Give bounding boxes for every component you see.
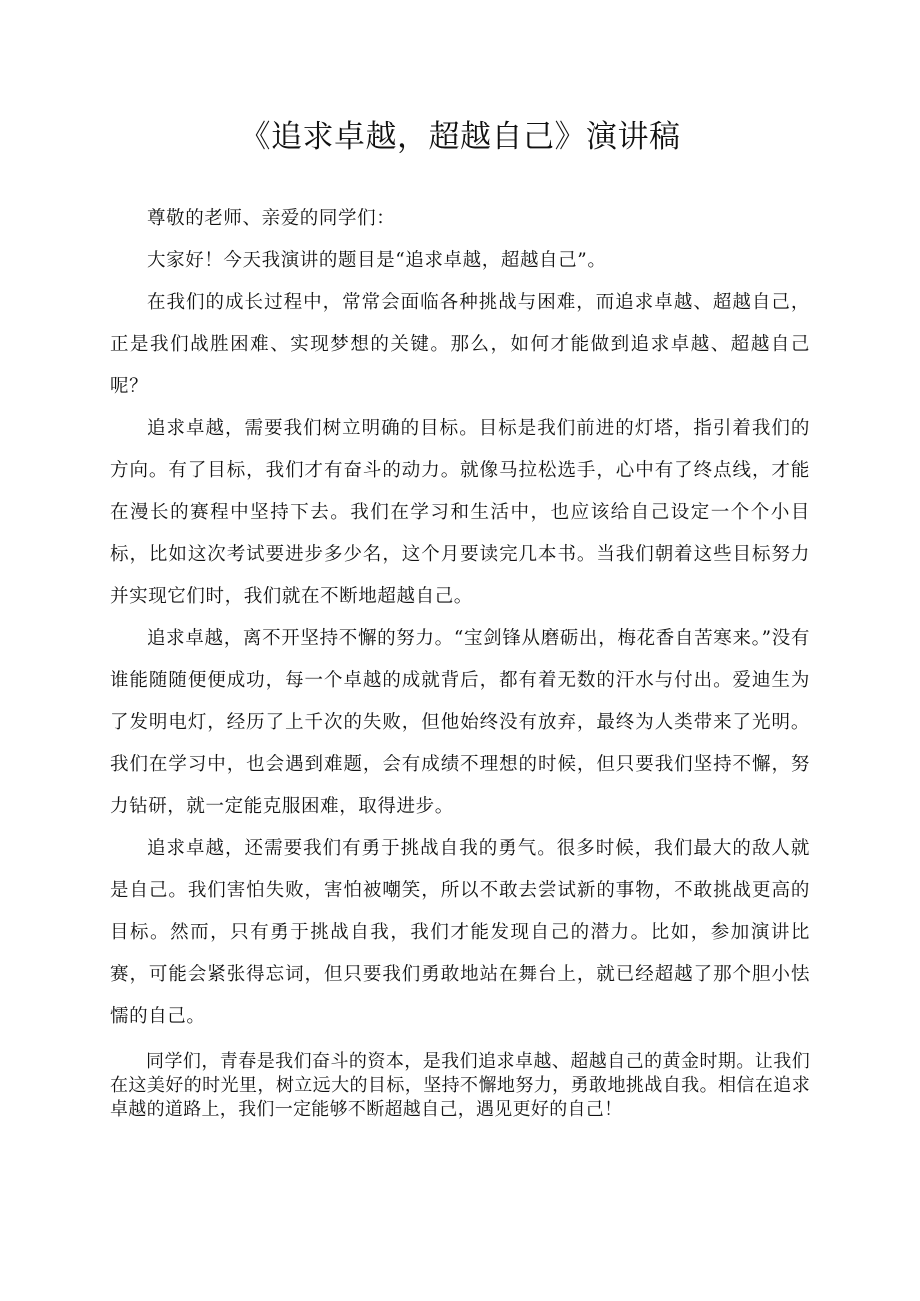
- intro-paragraph: 在我们的成长过程中，常常会面临各种挑战与困难，而追求卓越、超越自己，正是我们战胜困难、实现梦想的关键。那么，如何才能做到追求卓越、超越自己呢？: [110, 292, 810, 397]
- salutation-paragraph: 尊敬的老师、亲爱的同学们：: [147, 208, 396, 229]
- courage-paragraph: 追求卓越，还需要我们有勇于挑战自我的勇气。很多时候，我们最大的敌人就是自己。我们害怕失败，害怕被嘲笑，所以不敢去尝试新的事物，不敢挑战更高的目标。然而，只有勇于挑战自我，我们才能发现自己的潜力。比如，参加演讲比赛，可能会紧张得忘词，但只要我们勇敢地站在舞台上，就已经超越了那个胆小怯懦的自己。: [110, 838, 810, 1027]
- document-title: 《追求卓越，超越自己》演讲稿: [239, 119, 681, 155]
- greeting-paragraph: 大家好！今天我演讲的题目是“追求卓越，超越自己”。: [147, 250, 607, 271]
- effort-paragraph: 追求卓越，离不开坚持不懈的努力。“宝剑锋从磨砺出，梅花香自苦寒来。”没有谁能随随便便成功，每一个卓越的成就背后，都有着无数的汗水与付出。爱迪生为了发明电灯，经历了上千次的失败，但他始终没有放弃，最终为人类带来了光明。我们在学习中，也会遇到难题，会有成绩不理想的时候，但只要我们坚持不懈，努力钻研，就一定能克服困难，取得进步。: [110, 628, 810, 817]
- goal-paragraph: 追求卓越，需要我们树立明确的目标。目标是我们前进的灯塔，指引着我们的方向。有了目标，我们才有奋斗的动力。就像马拉松选手，心中有了终点线，才能在漫长的赛程中坚持下去。我们在学习和生活中，也应该给自己设定一个个小目标，比如这次考试要进步多少名，这个月要读完几本书。当我们朝着这些目标努力并实现它们时，我们就在不断地超越自己。: [110, 418, 810, 607]
- document-body: [110, 198, 810, 1122]
- conclusion-paragraph: 同学们，青春是我们奋斗的资本，是我们追求卓越、超越自己的黄金时期。让我们在这美好的时光里，树立远大的目标，坚持不懈地努力，勇敢地挑战自我。相信在追求卓越的道路上，我们一定能够不断超越自己，遇见更好的自己！: [110, 1051, 810, 1120]
